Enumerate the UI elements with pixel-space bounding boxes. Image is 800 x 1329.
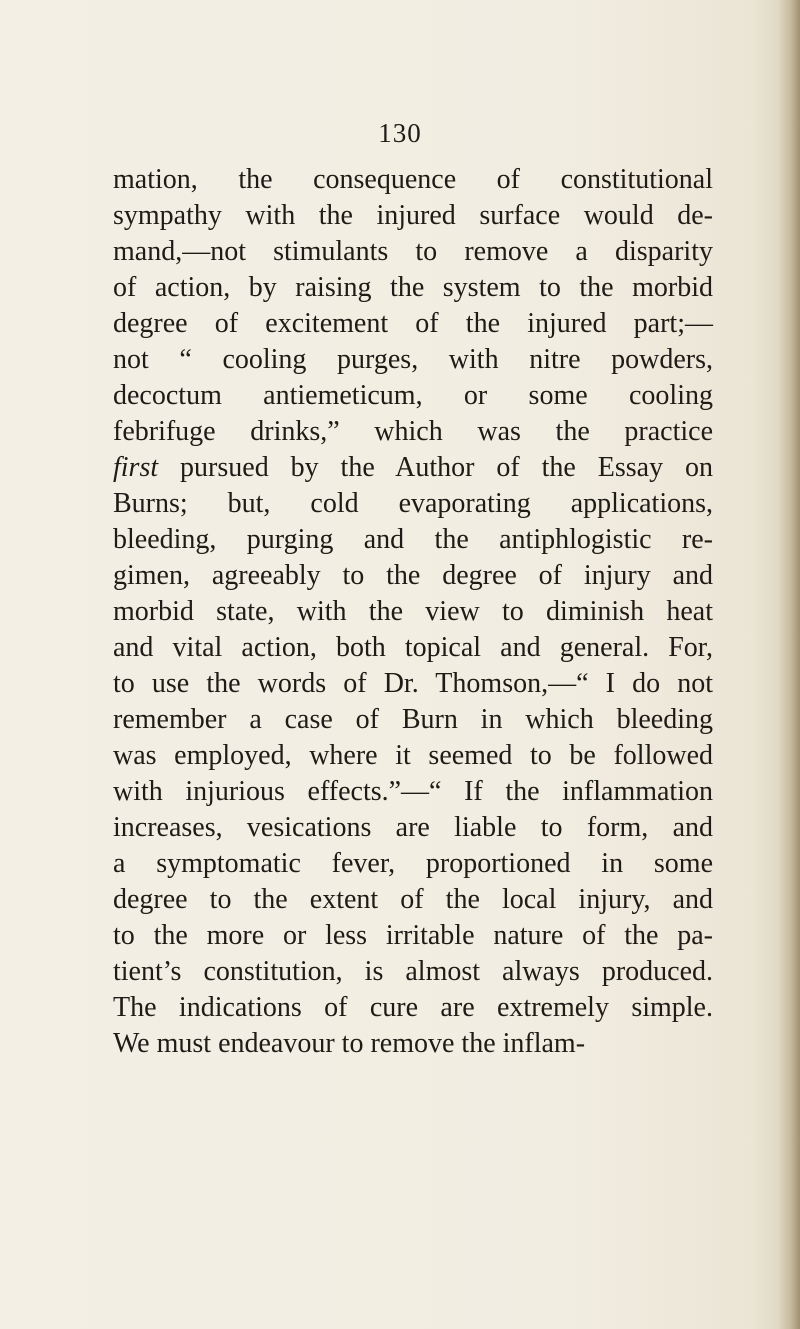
text-line: and vital action, both topical and general. For, <box>113 632 713 663</box>
text-line: gimen, agreeably to the degree of injury and <box>113 560 713 591</box>
text-line: bleeding, purging and the antiphlogistic re- <box>113 524 713 555</box>
italic-word: first <box>113 452 159 483</box>
text-line: febrifuge drinks,” which was the practice <box>113 416 713 447</box>
text-line: with injurious effects.”—“ If the inflammation <box>113 776 713 807</box>
text-line: degree of excitement of the injured part;— <box>113 308 713 339</box>
text-line: was employed, where it seemed to be followed <box>113 740 713 771</box>
text-line <box>113 450 713 486</box>
text-line: to the more or less irritable nature of the pa- <box>113 920 713 951</box>
text-line: not “ cooling purges, with nitre powders, <box>113 344 713 375</box>
text-line: The indications of cure are extremely simple. <box>113 992 713 1023</box>
page-number: 130 <box>378 118 422 148</box>
text-line: of action, by raising the system to the morbid <box>113 272 713 303</box>
text-line: mand,—not stimulants to remove a disparity <box>113 236 713 267</box>
text-line: decoctum antiemeticum, or some cooling <box>113 380 713 411</box>
text-line: remember a case of Burn in which bleeding <box>113 704 713 735</box>
body-text <box>113 162 713 1062</box>
text-line: tient’s constitution, is almost always produced. <box>113 956 713 987</box>
text-line: morbid state, with the view to diminish heat <box>113 596 713 627</box>
text-line: We must endeavour to remove the inflam- <box>113 1028 586 1059</box>
text-line: degree to the extent of the local injury, and <box>113 884 713 915</box>
page-edge-shadow <box>778 0 800 1329</box>
text-line: mation, the consequence of constitutional <box>113 164 713 195</box>
text-line: increases, vesications are liable to form, and <box>113 812 713 843</box>
text-line: Burns; but, cold evaporating applications, <box>113 488 713 519</box>
text-line: to use the words of Dr. Thomson,—“ I do not <box>113 668 713 699</box>
text-line-rest: pursued by the Author of the Essay on <box>158 452 713 483</box>
text-line: sympathy with the injured surface would de- <box>113 200 713 231</box>
text-line: a symptomatic fever, proportioned in some <box>113 848 713 879</box>
